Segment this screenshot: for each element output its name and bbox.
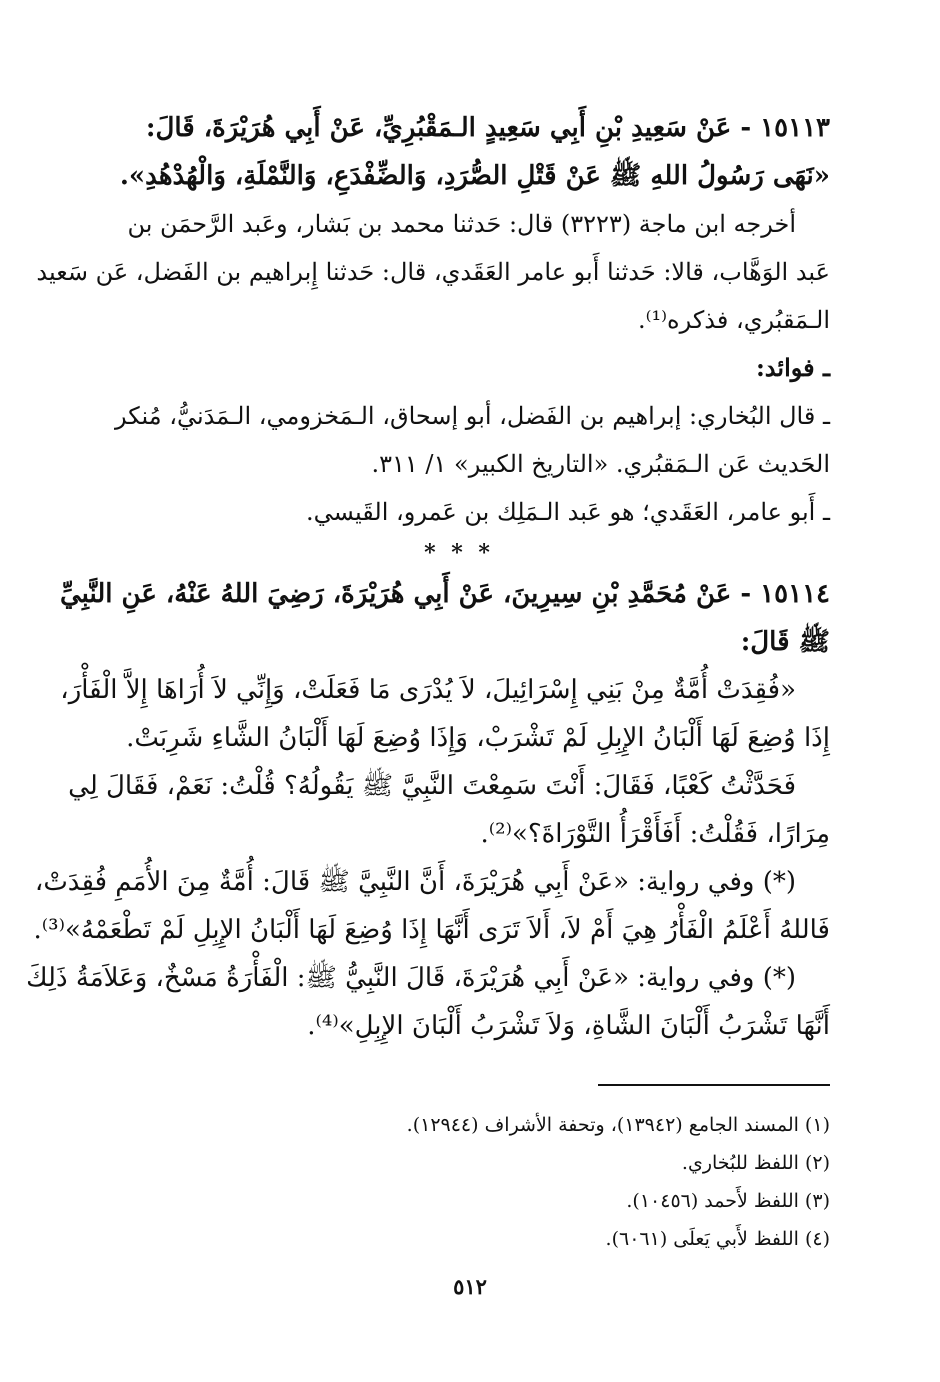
- footnotes: [88, 1106, 830, 1258]
- hadith-15114-matn: مِرَارًا، فَقُلْتُ: أَفَأَقْرَأُ التَّوْرَاةَ؟»⁽²⁾.: [480, 819, 830, 849]
- footnote: (٤) اللفظ لأَبي يَعلَى (٦٠٦١).: [605, 1228, 830, 1250]
- fawaid-line: الحَديث عَن الـمَقبُري. «التاريخ الكبير» ١/ ٣١١.: [371, 450, 830, 478]
- footnote: (٣) اللفظ لأَحمد (١٠٤٥٦).: [626, 1190, 830, 1212]
- footnote: (١) المسند الجامع (١٣٩٤٢)، وتحفة الأشراف (١٢٩٤٤).: [406, 1114, 830, 1136]
- footnote: (٢) اللفظ للبُخاري.: [681, 1152, 830, 1174]
- hadith-15114-matn: «فُقِدَتْ أُمَّةٌ مِنْ بَنِي إِسْرَائِيلَ، لاَ يُدْرَى مَا فَعَلَتْ، وَإِنِّي لاَ أُرَاهَا إِلاَّ الْفَأْرَ،: [60, 675, 796, 705]
- hadith-15114-matn: فَحَدَّثْتُ كَعْبًا، فَقَالَ: أَنْتَ سَمِعْتَ النَّبِيَّ ﷺ يَقُولُهُ؟ قُلْتُ: نَعَمْ، فَقَالَ لِي: [68, 771, 796, 801]
- footnote-divider: [598, 1084, 830, 1086]
- section-separator: * * *: [424, 540, 494, 566]
- takhrij-line: أخرجه ابن ماجة (٣٢٢٣) قال: حَدثنا محمد بن بَشار، وعَبد الرَّحمَن بن: [127, 210, 796, 238]
- hadith-15113-matn: «نَهَى رَسُولُ اللهِ ﷺ عَنْ قَتْلِ الصُّرَدِ، وَالضِّفْدَعِ، وَالنَّمْلَةِ، وَالْهُدْهُدِ».: [119, 161, 830, 191]
- hadith-15113-header: ١٥١١٣ - عَنْ سَعِيدِ بْنِ أَبِي سَعِيدٍ الـمَقْبُرِيِّ، عَنْ أَبِي هُرَيْرَةَ، قَالَ:: [145, 113, 830, 143]
- fawaid-line: ـ قال البُخاري: إبراهيم بن الفَضل، أبو إسحاق، الـمَخزومي، الـمَدَنيُّ، مُنكر: [115, 402, 830, 430]
- fawaid-heading: ـ فوائد:: [755, 353, 830, 382]
- hadith-15114-header: ﷺ قَالَ:: [740, 627, 830, 657]
- riwaya-line: أَنَّهَا تَشْرَبُ أَلْبَانَ الشَّاةِ، وَلاَ تَشْرَبُ أَلْبَانَ الإِبِلِ»⁽⁴⁾.: [307, 1011, 830, 1041]
- riwaya-line: (*) وفي رواية: «عَنْ أَبِي هُرَيْرَةَ، أَنَّ النَّبِيَّ ﷺ قَالَ: أُمَّةٌ مِنَ الأُمَمِ فُقِدَتْ،: [34, 867, 796, 897]
- fawaid-line: ـ أَبو عامر، العَقَدي؛ هو عَبد الـمَلِك بن عَمرو، القَيسي.: [305, 498, 830, 526]
- riwaya-line: فَاللهُ أَعْلَمُ الْفَأْرُ هِيَ أَمْ لاَ، أَلاَ تَرَى أَنَّهَا إِذَا وُضِعَ لَهَا أَلْبَانُ الإِبِلِ لَمْ تَطْعَمْهُ»⁽³⁾.: [33, 915, 830, 945]
- hadith-15114-header: ١٥١١٤ - عَنْ مُحَمَّدِ بْنِ سِيرِينَ، عَنْ أَبِي هُرَيْرَةَ، رَضِيَ اللهُ عَنْهُ، عَنِ النَّبِيِّ: [60, 579, 830, 609]
- hadith-15114-matn: إِذَا وُضِعَ لَهَا أَلْبَانُ الإِبِلِ لَمْ تَشْرَبْ، وَإِذَا وُضِعَ لَهَا أَلْبَانُ الشَّاءِ شَرِبَتْ.: [126, 723, 830, 753]
- riwaya-line: (*) وفي رواية: «عَنْ أَبِي هُرَيْرَةَ، قَالَ النَّبِيُّ ﷺ: الْفَأْرَةُ مَسْخٌ، وَعَلاَمَةُ ذَلِكَ: [26, 963, 796, 993]
- main-text: [26, 104, 830, 1050]
- takhrij-line: عَبد الوَهَّاب، قالا: حَدثنا أَبو عامر العَقَدي، قال: حَدثنا إِبراهيم بن الفَضل، عَن سَعيد: [36, 258, 830, 286]
- takhrij-line: الـمَقبُري، فذكره⁽¹⁾.: [637, 306, 830, 334]
- page-number: ٥١٢: [453, 1274, 487, 1299]
